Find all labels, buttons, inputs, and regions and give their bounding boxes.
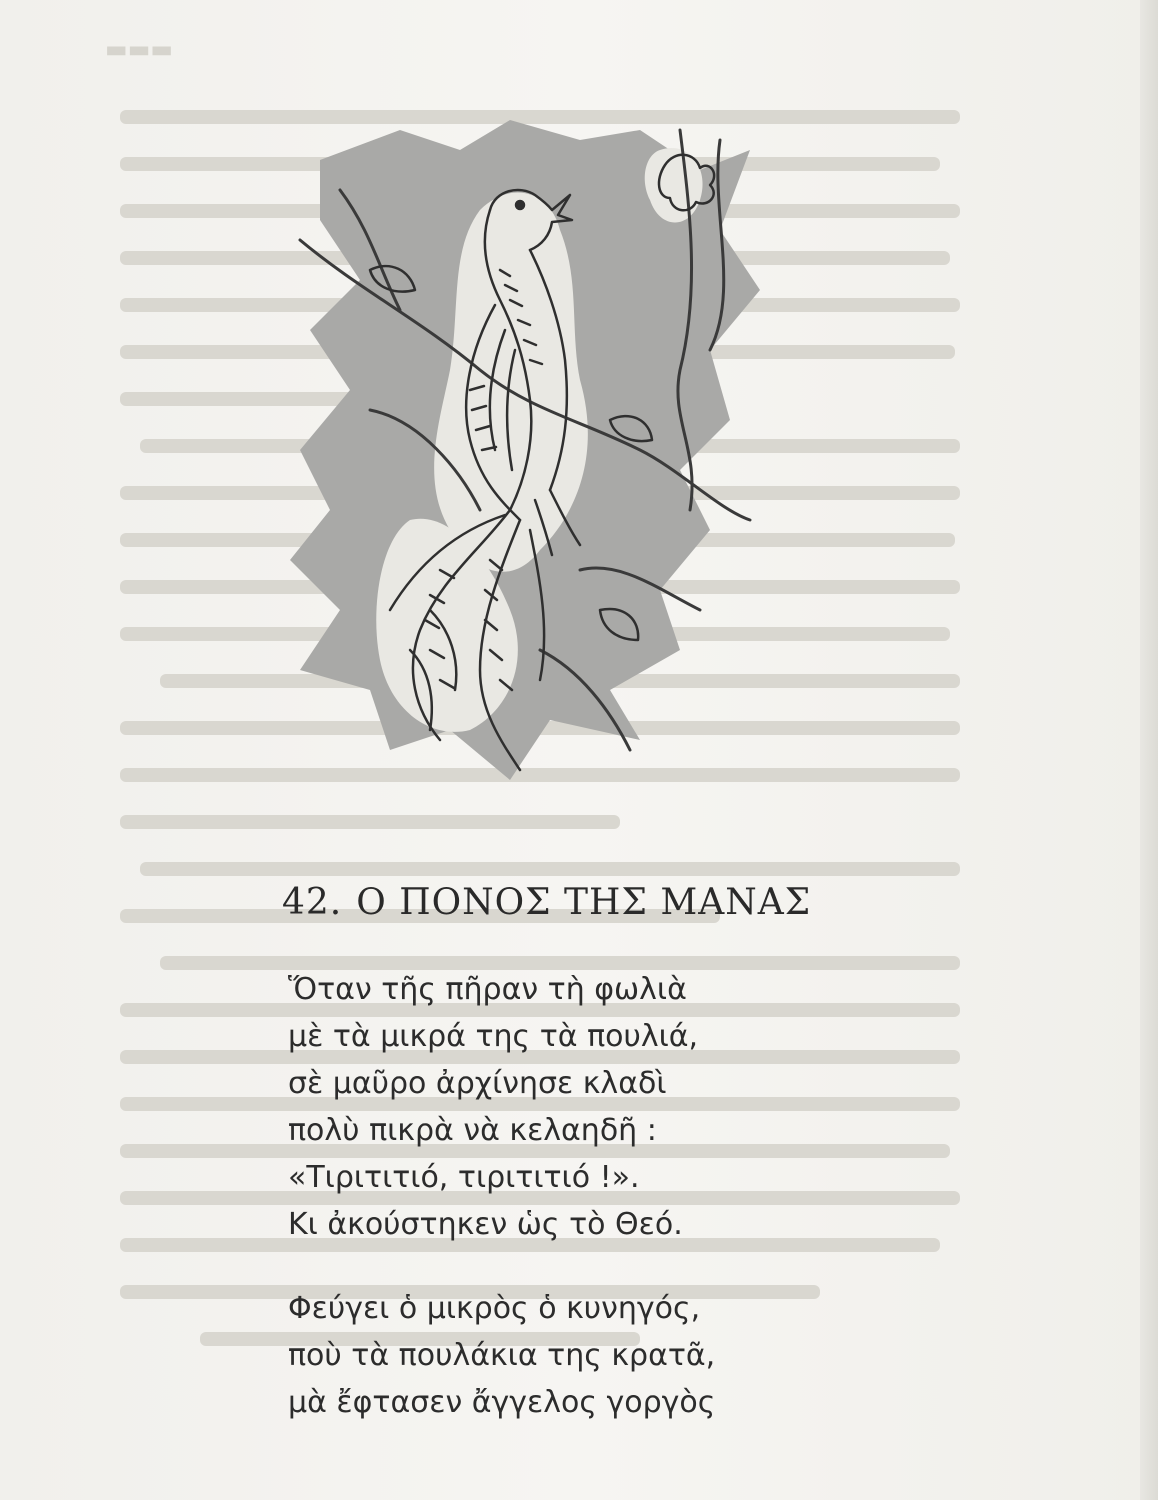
- poem-line: μὲ τὰ μικρά της τὰ πουλιά,: [288, 1019, 699, 1054]
- stanza-2: [288, 1285, 715, 1426]
- bleed-through-page-number: ▬▬▬: [105, 35, 174, 63]
- poem-line: πολὺ πικρὰ νὰ κελαηδῆ :: [288, 1113, 657, 1148]
- stanza-1: [288, 966, 715, 1248]
- poem-title-text: Ο ΠΟΝΟΣ ΤΗΣ ΜΑΝΑΣ: [356, 882, 812, 923]
- bird-illustration: [280, 90, 780, 810]
- poem-line: ποὺ τὰ πουλάκια της κρατᾶ,: [288, 1338, 716, 1373]
- poem-line: Ὅταν τῆς πῆραν τὴ φωλιὰ: [288, 972, 687, 1007]
- page-edge: [1140, 0, 1158, 1500]
- poem-body: [288, 966, 715, 1463]
- poem-line: Κι ἀκούστηκεν ὡς τὸ Θεό.: [288, 1207, 683, 1242]
- poem-line: «Τιριτιτιό, τιριτιτιό !».: [288, 1160, 640, 1195]
- poem-title: [282, 882, 811, 923]
- poem-line: σὲ μαῦρο ἀρχίνησε κλαδὶ: [288, 1066, 667, 1101]
- poem-line: μὰ ἔφτασεν ἄγγελος γοργὸς: [288, 1385, 716, 1420]
- poem-line: Φεύγει ὁ μικρὸς ὁ κυνηγός,: [288, 1291, 701, 1326]
- poem-number: 42.: [282, 882, 343, 923]
